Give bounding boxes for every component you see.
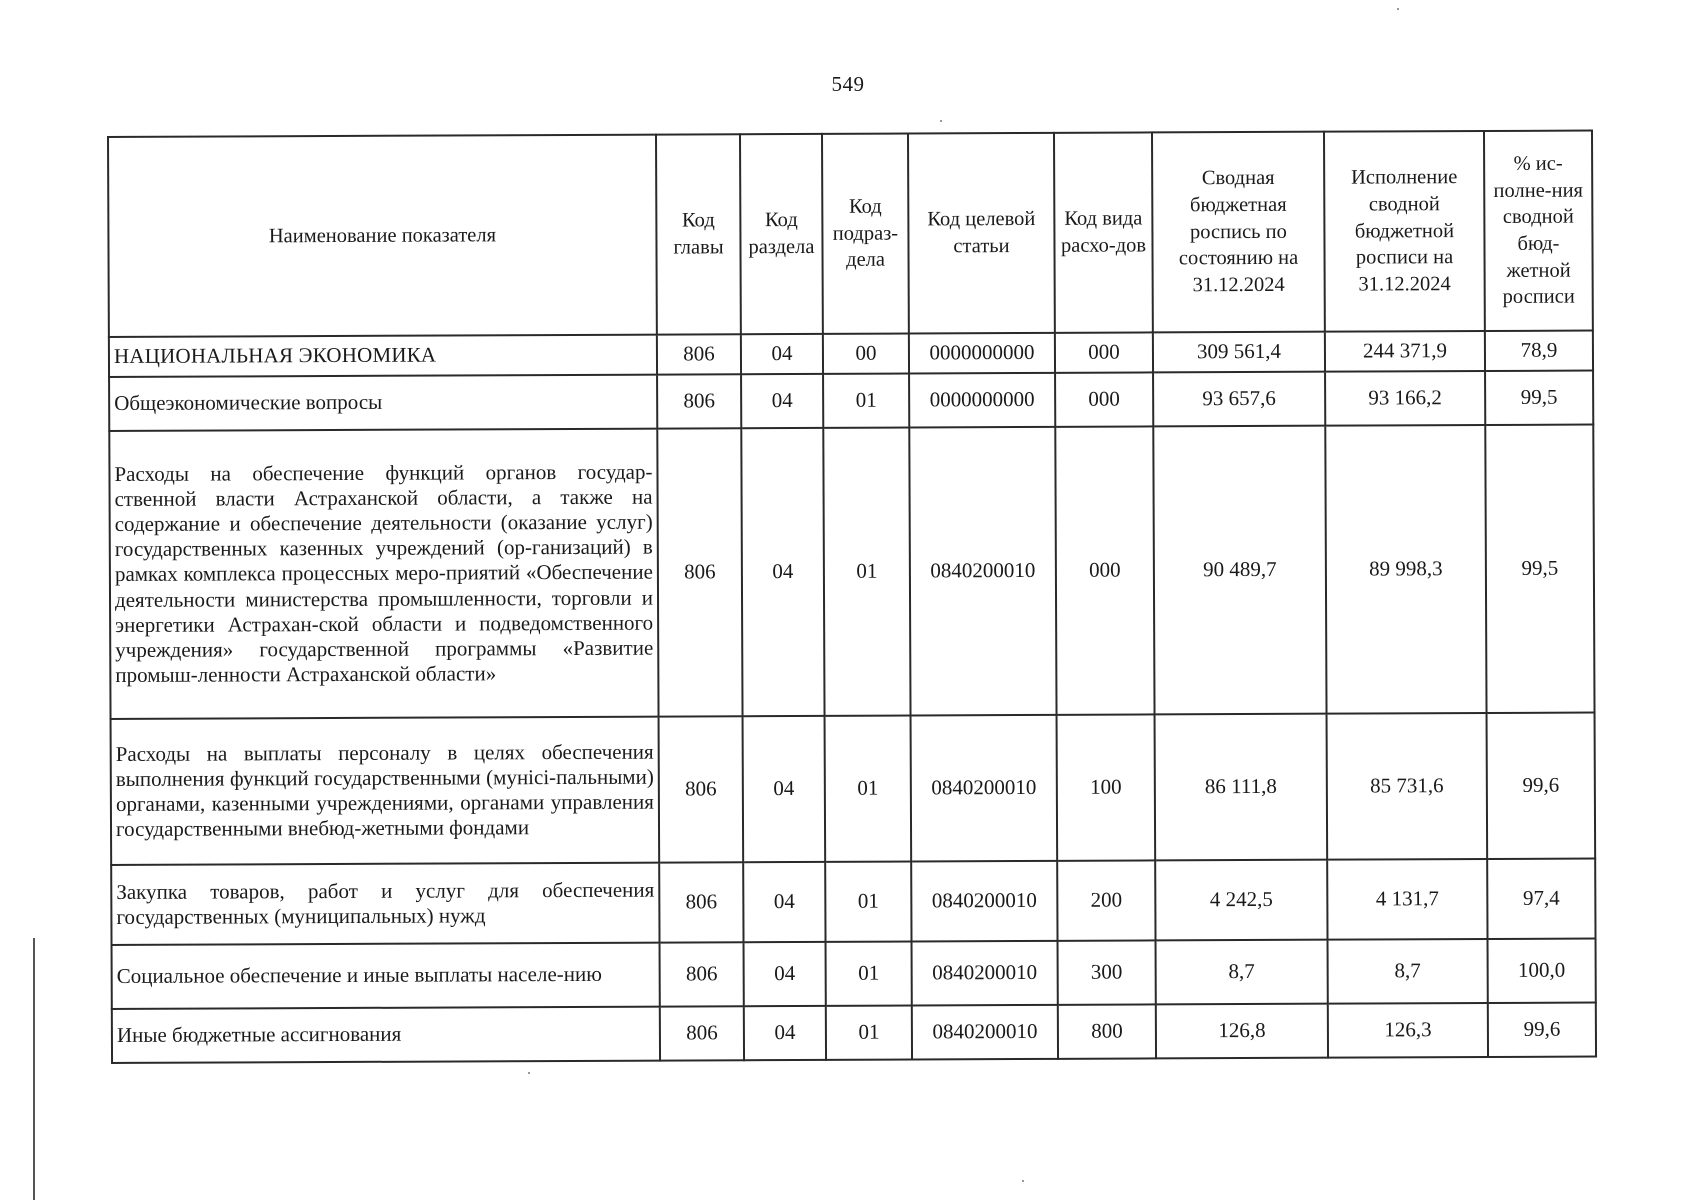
row-percent: 99,6: [1488, 1003, 1596, 1057]
row-name: Расходы на обеспечение функций органов государ-ственной власти Астраханской области, а также на содержание и обеспечение деятельности (оказание услуг) государственных казенных учреждений (ор-ганизаций) в рамках комплекса процессных меро-приятий «Обеспечение деятельности министерства промышленности, торговли и энергетики Астрахан-ской области и подведомственного учреждения» государственной программы «Развитие промыш-ленности Астраханской области»: [109, 429, 658, 719]
row-name: Закупка товаров, работ и услуг для обеспечения государственных (муниципальных) нужд: [111, 863, 659, 945]
row-expense-type: 800: [1058, 1004, 1156, 1058]
scan-margin-line: [33, 938, 35, 1200]
row-executed: 8,7: [1328, 939, 1488, 1004]
row-expense-type: 300: [1058, 940, 1156, 1004]
row-target: 0840200010: [911, 861, 1057, 942]
row-section: 04: [744, 942, 826, 1006]
scan-speck: [528, 1072, 530, 1074]
row-chapter: 806: [657, 428, 742, 716]
table-row: [109, 371, 1593, 431]
row-planned: 309 561,4: [1153, 332, 1325, 373]
row-name: НАЦИОНАЛЬНАЯ ЭКОНОМИКА: [109, 335, 657, 377]
row-subsection: 01: [823, 428, 910, 716]
row-executed: 4 131,7: [1327, 859, 1487, 940]
row-executed: 126,3: [1328, 1003, 1488, 1058]
row-percent: 99,5: [1485, 425, 1594, 713]
row-section: 04: [741, 334, 823, 374]
row-executed: 93 166,2: [1325, 371, 1485, 426]
row-expense-type: 000: [1055, 372, 1153, 426]
header-percent: % ис-полне-ния сводной бюд-жетной росписи: [1484, 131, 1593, 331]
row-subsection: 00: [823, 334, 909, 374]
row-target: 0840200010: [912, 941, 1058, 1006]
header-target-code: Код целевой статьи: [908, 133, 1055, 334]
row-executed: 89 998,3: [1325, 425, 1486, 714]
row-name: Расходы на выплаты персоналу в целях обеспечения выполнения функций государственными (мунici-пальными) органами, казенными учреждениями, органами управления государственными внебюд-жетными фондами: [111, 717, 660, 865]
row-planned: 93 657,6: [1153, 372, 1325, 427]
row-percent: 99,6: [1487, 713, 1596, 859]
row-target: 0000000000: [909, 333, 1055, 374]
row-target: 0840200010: [912, 1005, 1058, 1060]
table-row: [112, 939, 1596, 1009]
row-subsection: 01: [823, 374, 909, 428]
row-chapter: 806: [657, 374, 741, 428]
row-executed: 244 371,9: [1325, 331, 1485, 372]
row-target: 0000000000: [909, 373, 1055, 428]
table-row: [109, 331, 1593, 377]
row-target: 0840200010: [911, 715, 1058, 862]
row-planned: 126,8: [1156, 1004, 1328, 1059]
header-chapter-code: Код главы: [656, 134, 741, 334]
row-subsection: 01: [825, 715, 912, 861]
row-planned: 90 489,7: [1153, 426, 1326, 715]
row-section: 04: [741, 428, 824, 716]
row-name: Социальное обеспечение и иные выплаты населе-нию: [112, 943, 660, 1009]
row-subsection: 01: [826, 941, 912, 1005]
row-percent: 99,5: [1485, 371, 1593, 425]
row-planned: 86 111,8: [1155, 714, 1328, 861]
header-section-code: Код раздела: [740, 134, 823, 334]
row-target: 0840200010: [909, 427, 1056, 716]
row-section: 04: [743, 862, 825, 942]
scan-speck: [1397, 8, 1399, 10]
row-percent: 78,9: [1485, 331, 1593, 371]
header-name: Наименование показателя: [108, 135, 657, 337]
page-number: 549: [831, 72, 865, 96]
header-executed: Исполнение сводной бюджетной росписи на 31.12.2024: [1324, 131, 1485, 332]
row-percent: 97,4: [1487, 859, 1595, 939]
row-chapter: 806: [659, 716, 744, 862]
row-section: 04: [744, 1006, 826, 1060]
header-subsection-code: Код подраз-дела: [822, 134, 909, 334]
row-expense-type: 000: [1055, 426, 1154, 714]
row-planned: 8,7: [1156, 940, 1328, 1005]
row-expense-type: 200: [1057, 860, 1155, 940]
row-section: 04: [743, 716, 826, 862]
row-chapter: 806: [657, 334, 741, 374]
row-subsection: 01: [826, 1005, 912, 1059]
row-name: Общеэкономические вопросы: [109, 375, 657, 431]
row-expense-type: 100: [1057, 714, 1156, 860]
row-section: 04: [741, 374, 823, 428]
row-subsection: 01: [825, 861, 911, 941]
table-row: [111, 859, 1595, 945]
row-name: Иные бюджетные ассигнования: [112, 1007, 660, 1063]
header-expense-type-code: Код вида расхо-дов: [1054, 132, 1153, 332]
scan-speck: [1022, 1180, 1024, 1182]
header-planned: Сводная бюджетная роспись по состоянию на 31.12.2024: [1152, 132, 1325, 333]
row-expense-type: 000: [1055, 332, 1153, 372]
row-chapter: 806: [659, 862, 743, 942]
row-chapter: 806: [660, 942, 744, 1006]
scan-speck: [940, 120, 942, 122]
row-planned: 4 242,5: [1155, 860, 1327, 941]
header-row: [108, 131, 1593, 337]
row-percent: 100,0: [1488, 939, 1596, 1003]
table-row: [109, 425, 1594, 719]
budget-table: [107, 130, 1597, 1064]
row-chapter: 806: [660, 1006, 744, 1060]
table-row: [112, 1003, 1596, 1063]
table-row: [111, 713, 1596, 865]
row-executed: 85 731,6: [1327, 713, 1488, 860]
